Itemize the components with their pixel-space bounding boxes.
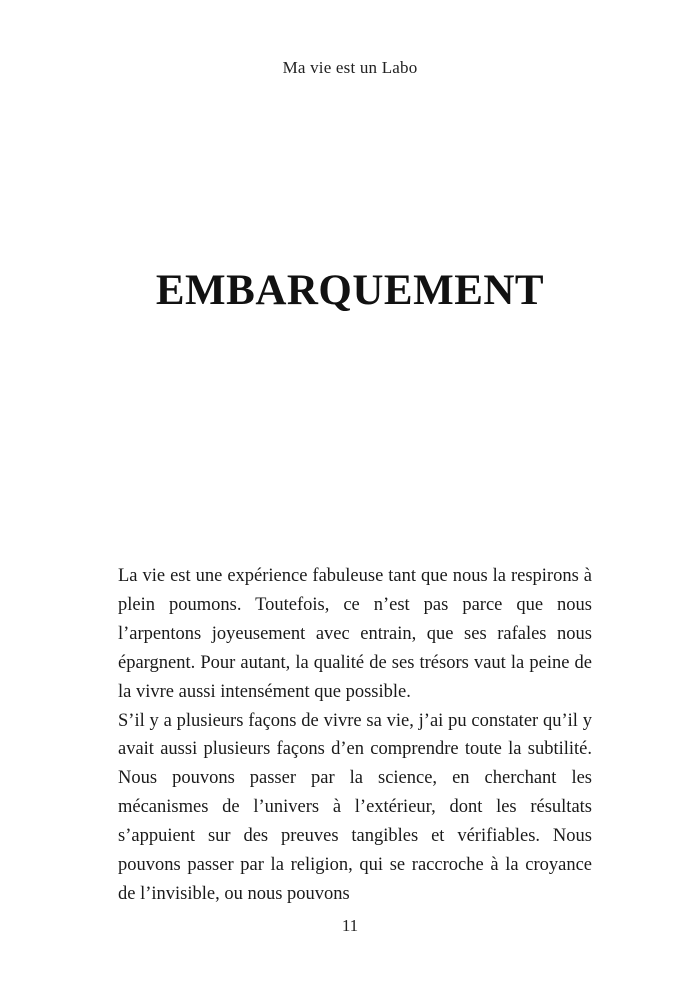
chapter-title: EMBARQUEMENT — [155, 267, 545, 314]
running-header: Ma vie est un Labo — [282, 58, 418, 77]
paragraph-1: La vie est une expérience fabuleuse tant que nous la respirons à plein poumons. Toutefois, ce n’est pas parce que nous l’arpentons joyeusement avec entrain, que ses rafales nous épargnent. Pour autant, la qualité de ses trésors vaut la peine de la vivre aussi intensément que possible. — [118, 566, 592, 702]
page-number: 11 — [341, 916, 359, 935]
body-text — [118, 562, 592, 909]
paragraph-2: S’il y a plusieurs façons de vivre sa vie, j’ai pu constater qu’il y avait aussi plusieurs façons d’en comprendre toute la subtilité. Nous pouvons passer par la science, en cherchant les mécanismes de l’univers à l’extérieur, dont les résultats s’appuient sur des preuves tangibles et vérifiables. Nous pouvons passer par la religion, qui se raccroche à la croyance de l’invisible, ou nous pouvons — [118, 710, 592, 904]
